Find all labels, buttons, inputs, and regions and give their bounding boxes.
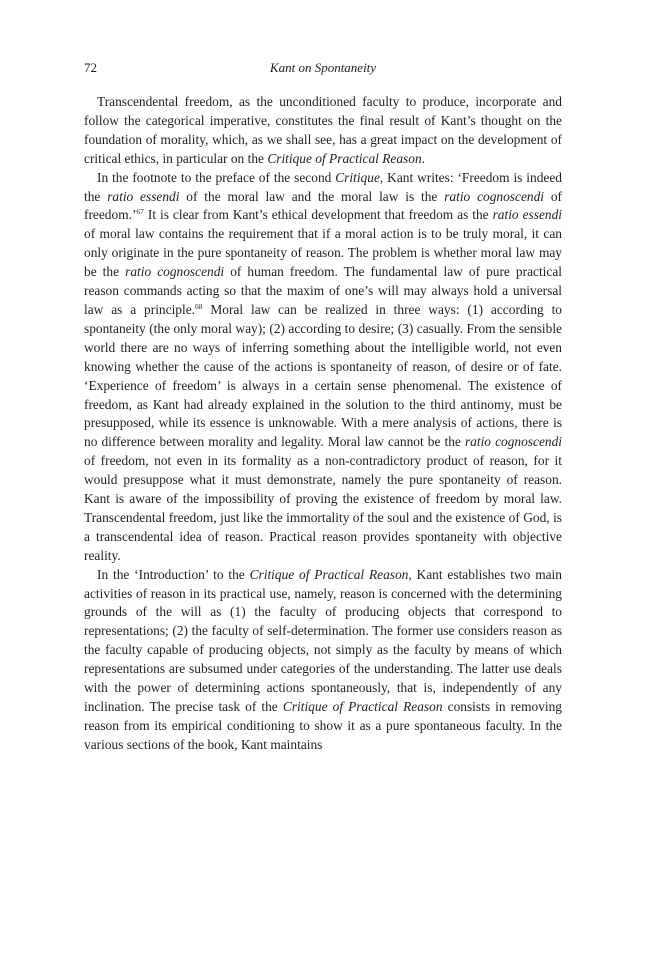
italic-phrase: Critique of Practical Reason <box>267 150 422 166</box>
italic-phrase: Critique of Practical Reason <box>249 566 409 582</box>
footnote-marker: 68 <box>195 301 203 311</box>
text-run: , Kant establishes two main activities of reason in its practical use, namely, reason is concerned with the determining grounds of the will as (1) the faculty of producing objects that correspond to representations; (2) the faculty of self-determination. The former use considers reason as the faculty capable of producing objects, not simply as the faculty by means of which representations are subsumed under categories of the understanding. The latter use deals with the power of determining actions spontaneously, that is, independently of any inclination. The precise task of the <box>84 566 562 714</box>
text-run: It is clear from Kant’s ethical development that freedom as the <box>143 207 493 223</box>
text-run: consists in removing reason from its empirical conditioning to show it as a pure spontaneous faculty. In the various sections of the book, Kant maintains <box>84 699 562 752</box>
footnote-marker: 67 <box>136 207 144 217</box>
text-run: of human freedom. The fundamental law of pure practical reason commands acting so that the maxim of one’s will may always hold a universal law as a principle. <box>84 264 563 317</box>
text-run: of freedom, not even in its formality as a non-contradictory product of reason, for it would presuppose what it must demonstrate, namely the pure spontaneity of reason. Kant is aware of the impossibility of proving the existence of freedom by moral law. Transcendental freedom, just like the immortality of the soul and the existence of God, is a transcendental idea of reason. Practical reason provides spontaneity with objective reality. <box>84 453 562 563</box>
italic-phrase: ratio cognoscendi <box>464 434 563 450</box>
paragraph-1 <box>84 93 562 169</box>
text-run: Moral law can be realized in three ways: (1) according to spontaneity (the only moral way); (2) according to desire; (3) casually. From the sensible world there are no ways of inferring something about the intelligible world, not even knowing whether the cause of the actions is spontaneity of reason, of desire or of fate. ‘Experience of freedom’ is always in a certain sense phenomenal. The existence of freedom, as Kant had already explained in the solution to the third antinomy, must be presupposed, while its essence is unknowable. With a mere analysis of actions, there is no difference between morality and legality. Moral law cannot be the <box>84 301 562 450</box>
italic-phrase: ratio cognoscendi <box>125 264 225 280</box>
text-run: of freedom.’ <box>84 188 562 223</box>
text-run: , Kant writes: ‘Freedom is indeed the <box>84 169 562 204</box>
text-run: In the ‘Introduction’ to the <box>97 566 250 582</box>
text-run: of moral law contains the requirement that if a moral action is to be truly moral, it can only originate in the pure spontaneity of reason. The problem is whether moral law may be the <box>84 226 562 280</box>
text-run: . <box>421 150 426 166</box>
paragraph-2 <box>84 169 562 566</box>
italic-phrase: Critique of Practical Reason <box>282 699 443 714</box>
page-number: 72 <box>84 60 97 75</box>
running-header <box>84 60 562 80</box>
text-run: of the moral law and the moral law is the <box>179 188 445 204</box>
text-run: Transcendental freedom, as the unconditioned faculty to produce, incorporate and follow the categorical imperative, constitutes the final result of Kant’s thought on the foundation of morality, which, as we shall see, has a great impact on the development of critical ethics, in particular on the <box>84 94 562 166</box>
italic-phrase: ratio cognoscendi <box>444 188 545 204</box>
paragraph-3 <box>84 566 562 755</box>
text-run: In the footnote to the preface of the second <box>97 169 336 185</box>
body-text <box>84 93 562 755</box>
running-title: Kant on Spontaneity <box>269 60 377 75</box>
italic-phrase: ratio essendi <box>492 207 562 223</box>
italic-phrase: Critique <box>335 169 380 185</box>
italic-phrase: ratio essendi <box>107 188 180 204</box>
